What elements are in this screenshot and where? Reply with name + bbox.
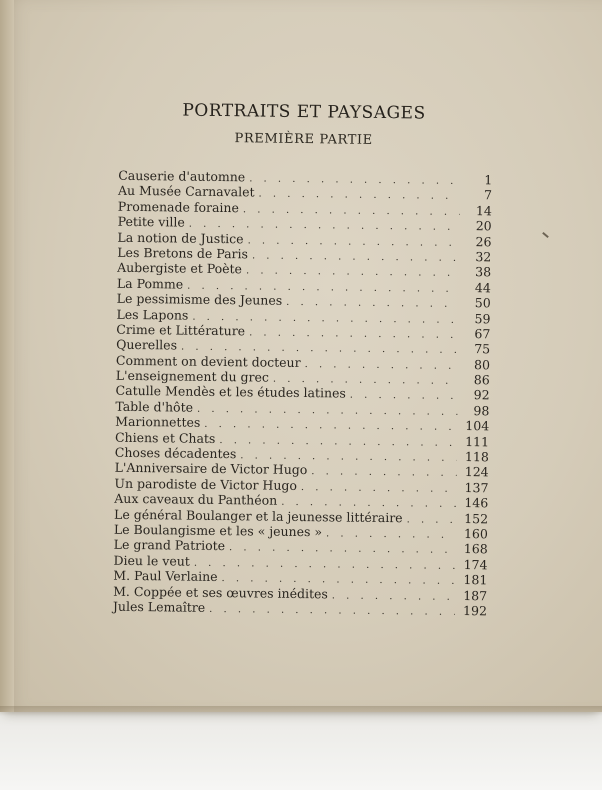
toc-entry-title: Le Boulangisme et les « jeunes » (113, 521, 323, 540)
toc-entry-title: L'enseignement du grec (115, 367, 270, 385)
toc-entry-page-number: 104 (465, 418, 490, 434)
toc-entry-page-number: 137 (464, 479, 489, 496)
toc-entry-title: Comment on devient docteur (115, 352, 301, 370)
toc-entry-page-number: 192 (463, 602, 488, 619)
toc-entry-page-number: 111 (465, 433, 490, 449)
toc-entry-title: La Pomme (116, 275, 184, 292)
toc-entry-title: Causerie d'automne (118, 167, 246, 185)
dot-leader (326, 526, 456, 543)
toc-entry-title: Catulle Mendès et les études latines (115, 383, 346, 402)
dot-leader (407, 512, 457, 528)
toc-entry-title: Choses décadentes (114, 444, 237, 462)
toc-entry-title: Les Lapons (116, 306, 189, 323)
dot-leader (311, 465, 457, 482)
toc-entry-page-number: 152 (464, 510, 489, 526)
toc-entry-page-number: 80 (473, 356, 491, 373)
toc-entry-page-number: 7 (483, 187, 493, 203)
toc-entry-page-number: 59 (474, 310, 491, 326)
toc-entry-page-number: 124 (464, 464, 489, 480)
table-of-contents (113, 168, 492, 619)
dot-leader (332, 588, 455, 605)
toc-entry-title: Le grand Patriote (113, 537, 226, 554)
page-title: PORTRAITS ET PAYSAGES (182, 100, 426, 124)
section-subtitle: PREMIÈRE PARTIE (234, 131, 373, 148)
toc-entry-title: Table d'hôte (115, 398, 194, 415)
toc-entry-title: Les Bretons de Paris (117, 244, 249, 262)
toc-entry-title: Querelles (116, 337, 178, 353)
toc-entry-page-number: 92 (473, 387, 490, 403)
toc-entry-page-number: 32 (475, 249, 492, 265)
toc-entry-page-number: 86 (473, 372, 490, 388)
toc-entry-title: Jules Lemaître (112, 598, 206, 615)
toc-entry-page-number: 26 (475, 233, 492, 249)
toc-entry-page-number: 118 (464, 449, 489, 465)
toc-entry-page-number: 38 (475, 264, 492, 280)
page-shadow (0, 706, 602, 716)
toc-entry-page-number: 1 (484, 172, 493, 188)
toc-entry-title: La notion de Justice (117, 229, 244, 246)
toc-entry-title: L'Anniversaire de Victor Hugo (114, 460, 308, 478)
toc-entry-page-number: 174 (463, 556, 488, 573)
toc-entry-title: Le général Boulanger et la jeunesse littéraire (114, 506, 403, 525)
toc-entry-page-number: 14 (475, 202, 492, 219)
toc-entry-title: Petite ville (117, 213, 185, 230)
toc-entry-title: Aux caveaux du Panthéon (114, 490, 278, 508)
toc-entry-page-number: 67 (474, 326, 491, 342)
toc-entry-page-number: 146 (464, 495, 489, 511)
toc-entry-page-number: 168 (463, 541, 488, 557)
toc-entry-title: Un parodiste de Victor Hugo (114, 475, 298, 493)
toc-entry-title: Aubergiste et Poète (117, 260, 243, 277)
toc-entry-page-number: 181 (463, 572, 488, 588)
toc-entry-page-number: 50 (474, 295, 491, 311)
toc-entry-title: Dieu le veut (113, 552, 190, 569)
toc-entry-title: Marionnettes (115, 413, 201, 431)
toc-entry-title: Crime et Littérature (116, 321, 246, 339)
toc-entry-page-number: 75 (474, 341, 491, 357)
toc-entry-title: M. Paul Verlaine (113, 567, 218, 585)
toc-entry-page-number: 187 (463, 587, 488, 603)
toc-entry-page-number: 98 (473, 402, 490, 419)
dot-leader (350, 388, 458, 405)
toc-entry-title: Promenade foraine (117, 198, 240, 216)
toc-entry-title: Chiens et Chats (114, 429, 216, 446)
toc-entry-page-number: 160 (463, 526, 488, 542)
toc-entry-page-number: 20 (475, 218, 492, 234)
dot-leader (209, 602, 455, 620)
toc-entry-title: M. Coppée et ses œuvres inédites (113, 583, 328, 601)
toc-entry-title: Le pessimisme des Jeunes (116, 290, 283, 308)
toc-entry-page-number: 44 (474, 279, 491, 296)
toc-entry-title: Au Musée Carnavalet (117, 183, 255, 200)
